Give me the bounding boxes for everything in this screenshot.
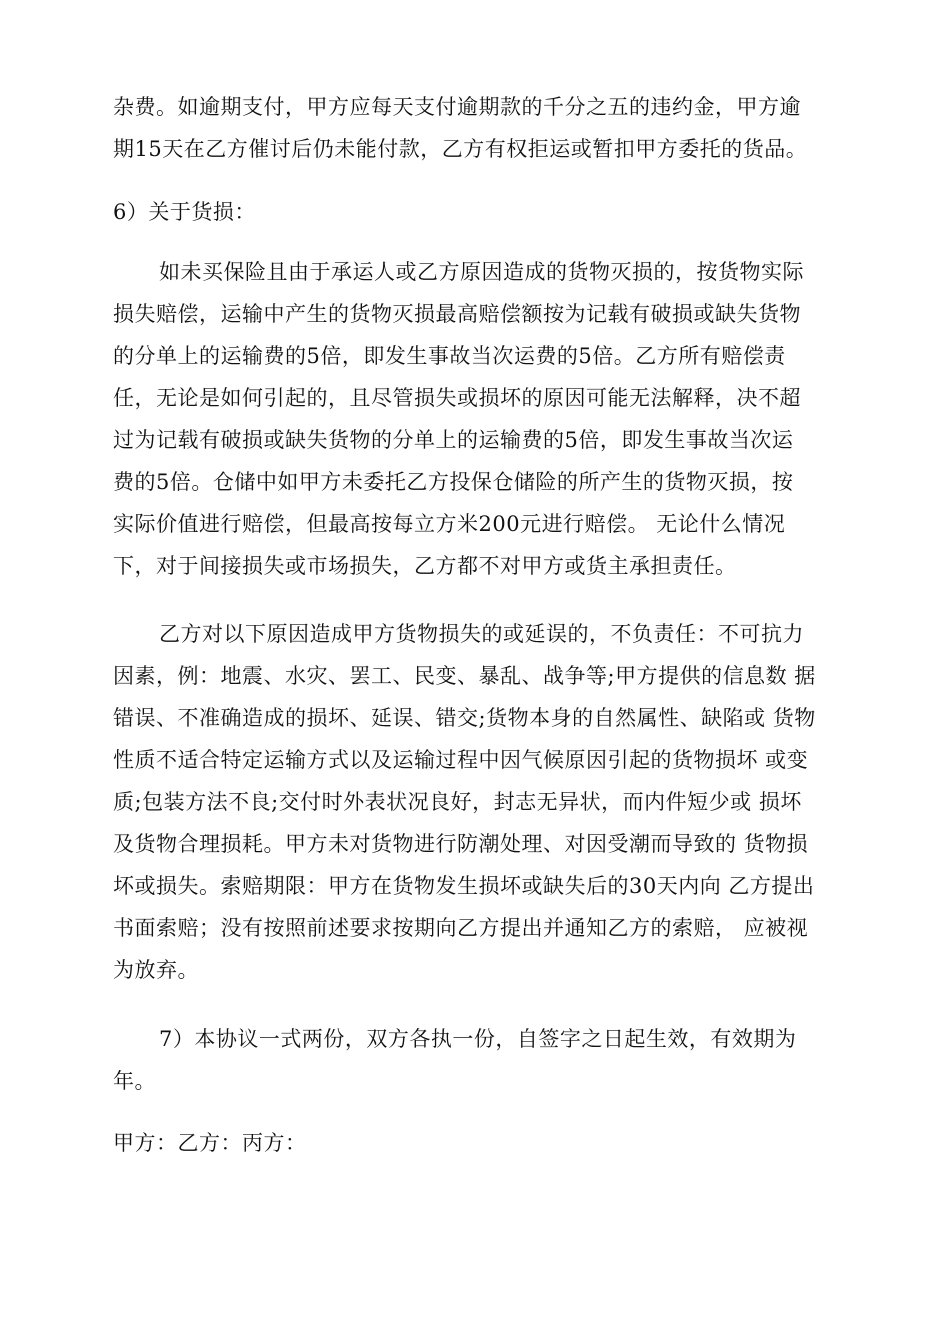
signature-line xyxy=(113,1122,858,1164)
text-line: 如未买保险且由于承运人或乙方原因造成的货物灭损的，按货物实际 xyxy=(159,260,804,284)
text-line: 实际价值进行赔偿，但最高按每立方米200元进行赔偿。 无论什么情况 xyxy=(113,512,786,536)
text-line: 的分单上的运输费的5倍，即发生事故当次运费的5倍。乙方所有赔偿责 xyxy=(113,344,786,368)
paragraph-payment-terms xyxy=(113,86,858,170)
text-line: 错误、不准确造成的损坏、延误、错交;货物本身的自然属性、缺陷或 货物 xyxy=(113,706,816,730)
text-line: 性质不适合特定运输方式以及运输过程中因气候原因引起的货物损坏 或变 xyxy=(113,748,809,772)
text-line: 7）本协议一式两份，双方各执一份，自签字之日起生效，有效期为 xyxy=(159,1027,797,1051)
text-line: 期15天在乙方催讨后仍未能付款，乙方有权拒运或暂扣甲方委托的货品。 xyxy=(113,137,808,161)
text-line: 为放弃。 xyxy=(113,958,199,982)
signature-parties: 甲方：乙方：丙方： xyxy=(113,1131,307,1155)
text-line: 费的5倍。仓储中如甲方未委托乙方投保仓储险的所产生的货物灭损，按 xyxy=(113,470,794,494)
section-heading: 6）关于货损： xyxy=(113,200,256,224)
text-line: 过为记载有破损或缺失货物的分单上的运输费的5倍，即发生事故当次运 xyxy=(113,428,794,452)
text-line: 质;包装方法不良;交付时外表状况良好，封志无异状，而内件短少或 损坏 xyxy=(113,790,802,814)
paragraph-compensation xyxy=(113,251,858,587)
text-line: 损失赔偿，运输中产生的货物灭损最高赔偿额按为记载有破损或缺失货物 xyxy=(113,302,801,326)
paragraph-exemptions xyxy=(113,613,858,991)
paragraph-validity xyxy=(113,1018,858,1102)
section-heading-cargo-damage xyxy=(113,191,858,233)
text-line: 及货物合理损耗。甲方未对货物进行防潮处理、对因受潮而导致的 货物损 xyxy=(113,832,809,856)
text-line: 杂费。如逾期支付，甲方应每天支付逾期款的千分之五的违约金，甲方逾 xyxy=(113,95,801,119)
text-line: 书面索赔；没有按照前述要求按期向乙方提出并通知乙方的索赔， 应被视 xyxy=(113,916,809,940)
text-line: 任，无论是如何引起的，且尽管损失或损坏的原因可能无法解释，决不超 xyxy=(113,386,801,410)
text-line: 年。 xyxy=(113,1069,156,1093)
text-line: 下，对于间接损失或市场损失，乙方都不对甲方或货主承担责任。 xyxy=(113,554,737,578)
text-line: 坏或损失。索赔期限：甲方在货物发生损坏或缺失后的30天内向 乙方提出 xyxy=(113,874,815,898)
text-line: 因素，例：地震、水灾、罢工、民变、暴乱、战争等;甲方提供的信息数 据 xyxy=(113,664,816,688)
text-line: 乙方对以下原因造成甲方货物损失的或延误的，不负责任：不可抗力 xyxy=(159,622,804,646)
